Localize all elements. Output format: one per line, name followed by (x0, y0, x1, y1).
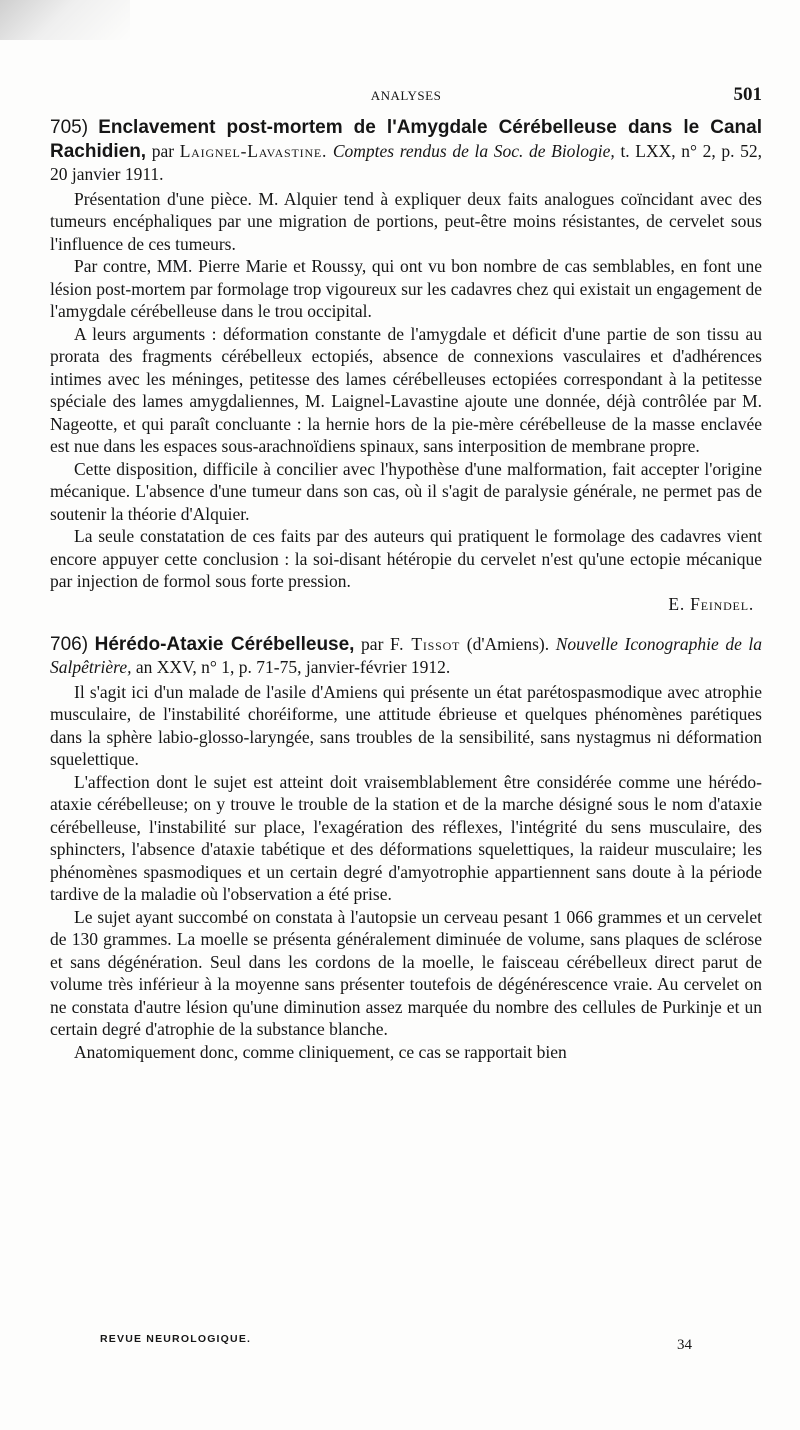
paragraph: Cette disposition, difficile à concilier avec l'hypothèse d'une malformation, fait accepter l'origine mécanique. L'absence d'une tumeur dans son cas, où il s'agit de paralysie générale, ne permet pas de soutenir la théorie d'Alquier. (50, 458, 762, 524)
paragraph: Il s'agit ici d'un malade de l'asile d'Amiens qui présente un état parétospasmodique avec atrophie musculaire, de l'instabilité choréiforme, une attitude ébrieuse et quelques phénomènes parétiques dans la sphère labio-glosso-laryngée, sans troubles de la sensibilité, sans nystagmus ni déformation squelettique. (50, 681, 762, 769)
entry-signature: E. Feindel. (668, 593, 754, 614)
entry-citation: t. LXX, n° 2, p. 52, 20 janvier 1911. (50, 140, 763, 184)
page-content (50, 116, 762, 1063)
entry-author: F. Tissot (389, 633, 461, 654)
entry-heading (50, 116, 762, 186)
entry-separator (50, 615, 762, 633)
running-head: ANALYSES (370, 88, 442, 103)
entry-source: Comptes rendus de la Soc. de Biologie, (332, 140, 615, 161)
paragraph: Anatomiquement donc, comme cliniquement, ce cas se rapportait bien (74, 1041, 567, 1062)
entry-705 (50, 116, 762, 615)
entry-number: 705) (50, 117, 89, 138)
entry-source: Nouvelle Iconographie de la Salpêtrière, (50, 633, 763, 677)
entry-by: par (361, 633, 384, 654)
entry-author: Laignel-Lavastine. (179, 140, 328, 161)
paragraph: Par contre, MM. Pierre Marie et Roussy, qui ont vu bon nombre de cas semblables, en font une lésion post-mortem par formolage trop vigoureux sur les cadavres chez qui existait un engagement de l'amygdale cérébelleuse dans le trou occipital. (50, 256, 762, 321)
page-header (50, 86, 762, 110)
entry-by: par (151, 140, 175, 161)
paragraph: Présentation d'une pièce. M. Alquier tend à expliquer deux faits analogues coïncidant avec des tumeurs encéphaliques par une migration de portions, peut-être moins résistantes, de cervelet sous l'influence de ces tumeurs. (50, 188, 762, 254)
entry-citation: an XXV, n° 1, p. 71-75, janvier-février 1912. (135, 657, 451, 677)
paragraph: Le sujet ayant succombé on constata à l'autopsie un cerveau pesant 1 066 grammes et un cervelet de 130 grammes. La moelle se présenta généralement diminuée de volume, sans plaques de sclérose et sans dégénération. Seul dans les cordons de la moelle, le faisceau cérébelleux direct parut de volume très inférieur à la moyenne sans présenter toutefois de dégénérescence vraie. Au cervelet on ne constata d'autre lésion qu'une diminution assez marquée du nombre des cellules de Purkinje et un certain degré d'atrophie de la substance blanche. (50, 906, 762, 1039)
entry-706 (50, 633, 762, 1064)
entry-number: 706) (50, 633, 89, 655)
entry-heading (50, 633, 762, 679)
paragraph: A leurs arguments : déformation constante de l'amygdale et déficit d'une partie de son tissu au prorata des fragments cérébelleux ectopiés, absence de connexions vasculaires et d'adhérences intimes avec les méninges, petitesse des lames cérébelleuses ectopiées correspondant à la petitesse spéciale des lames amygdaliennes, M. Laignel-Lavastine ajoute une donnée, déjà contrôlée par M. Nageotte, et qui paraît concluante : la hernie hors de la pie-mère cérébelleuse de la masse enclavée est nue dans les espaces sous-arachnoïdiens spinaux, sans interposition de membrane propre. (50, 323, 762, 456)
scan-shadow (0, 0, 130, 40)
entry-title: Hérédo-Ataxie Cérébelleuse, (94, 633, 355, 655)
paragraph: La seule constatation de ces faits par des auteurs qui pratiquent le formolage des cadavres vient encore appuyer cette conclusion : la soi-disant hétéropie du cervelet n'est qu'une ectopie mécanique par injection de formol sous forte pression. (50, 526, 762, 591)
signature-number: 34 (677, 1337, 692, 1353)
page-number: 501 (733, 84, 762, 105)
entry-title: Enclavement post-mortem de l'Amygdale Cérébelleuse dans le Canal Rachidien, (50, 117, 763, 162)
entry-author-place: (d'Amiens). (466, 633, 550, 654)
page-footer (100, 1329, 692, 1353)
journal-name: REVUE NEUROLOGIQUE. (100, 1333, 252, 1345)
paragraph: L'affection dont le sujet est atteint doit vraisemblablement être considérée comme une hérédo-ataxie cérébelleuse; on y trouve le trouble de la station et de la marche désigné sous le nom d'ataxie cérébelleuse, l'instabilité sur place, l'exagération des réflexes, l'intégrité du sens musculaire, des sphincters, l'absence d'ataxie tabétique et des déformations squelettiques, la raideur musculaire; les phénomènes spasmodiques et un certain degré d'amyotrophie appartiennent sans doute à la période tardive de la maladie où l'observation a été prise. (50, 771, 762, 904)
